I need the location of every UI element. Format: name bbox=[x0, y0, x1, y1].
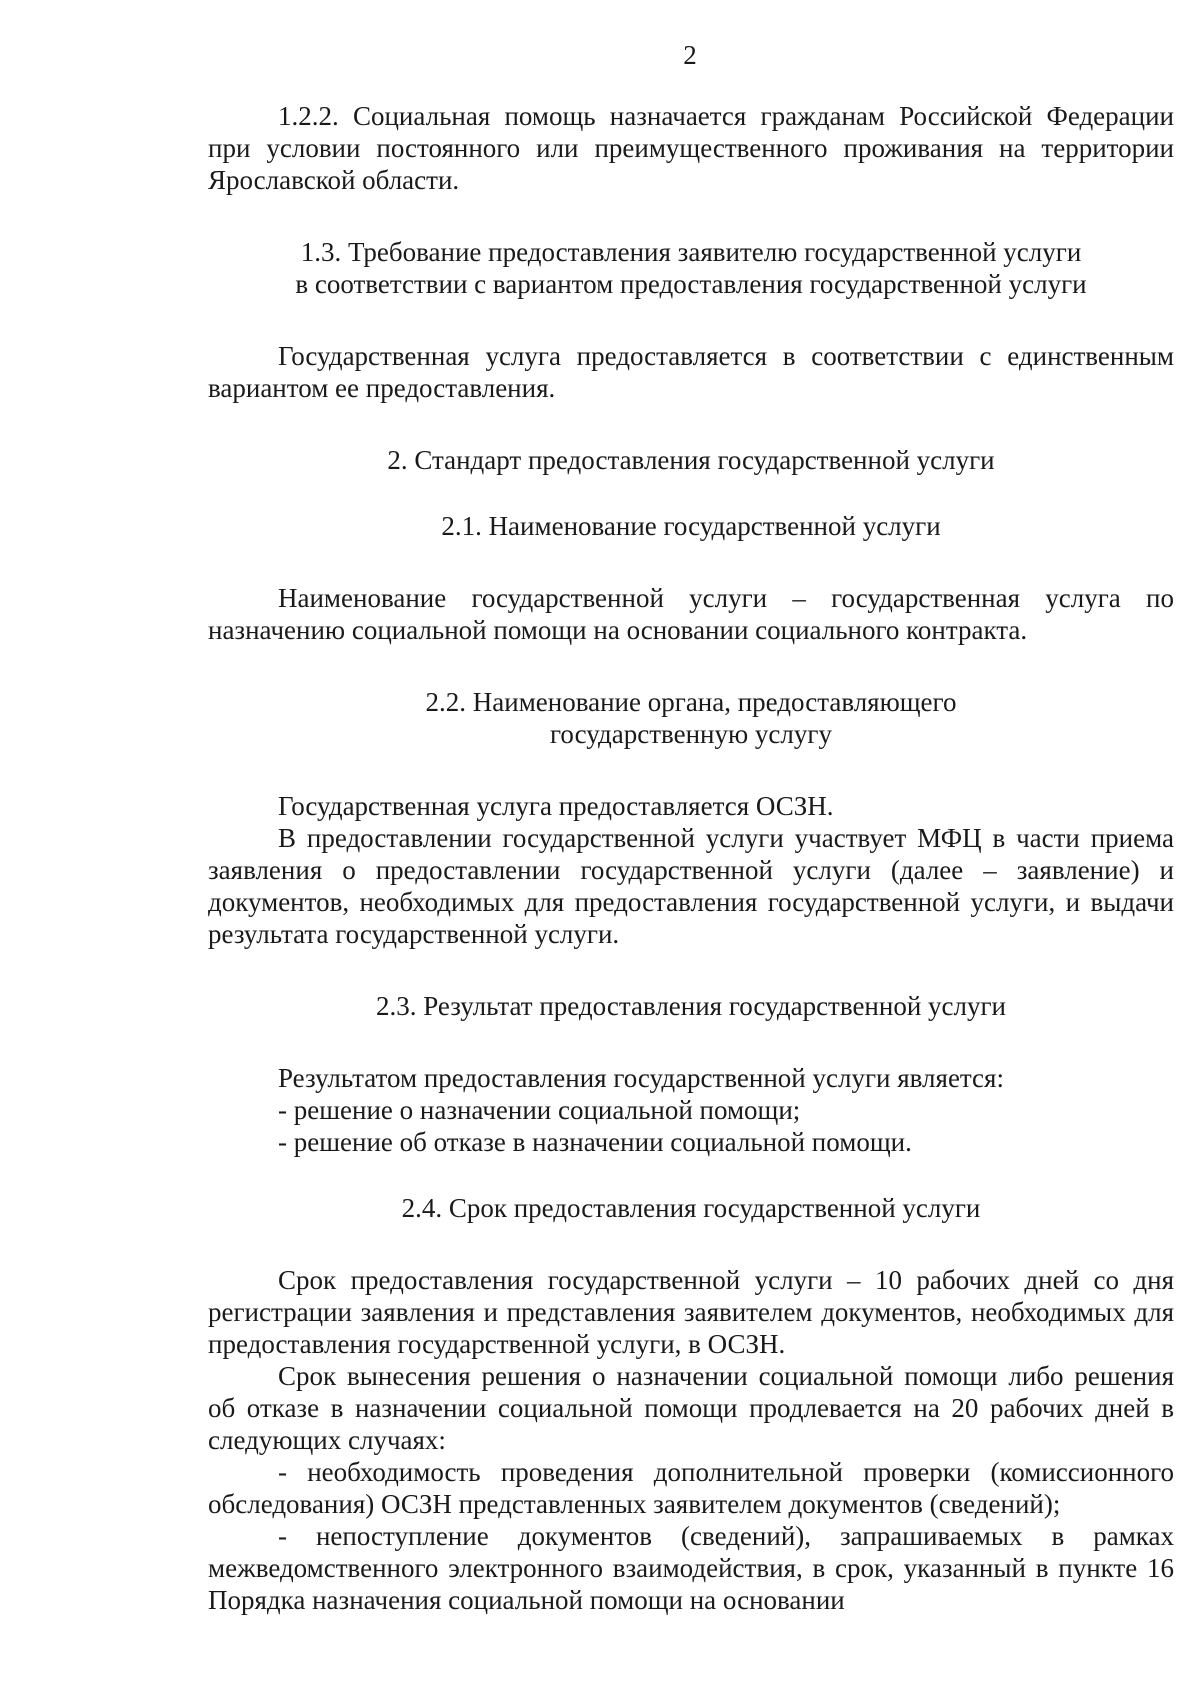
heading-1-3-line-1: 1.3. Требование предоставления заявителю государственной услуги bbox=[300, 237, 1082, 267]
paragraph-provider: Государственная услуга предоставляется ОСЗН. bbox=[278, 791, 834, 821]
paragraph-extension: Срок вынесения решения о назначении социальной помощи либо решения об отказе в назначении социальной помощи продлевается на 20 рабочих дней в следующих случаях: bbox=[208, 1361, 1174, 1455]
heading-section-2: 2. Стандарт предоставления государственной услуги bbox=[387, 445, 995, 475]
paragraph-term: Срок предоставления государственной услуги – 10 рабочих дней со дня регистрации заявления и представления заявителем документов, необходимых для предоставления государственной услуги, в ОСЗН. bbox=[208, 1265, 1174, 1359]
document-body bbox=[208, 100, 1174, 1616]
list-item-refusal: - решение об отказе в назначении социальной помощи. bbox=[278, 1127, 912, 1157]
paragraph-mfc: В предоставлении государственной услуги участвует МФЦ в части приема заявления о предоставлении государственной услуги (далее – заявление) и документов, необходимых для предоставления государственной услуги, и выдачи результата государственной услуги. bbox=[208, 823, 1174, 949]
paragraph-variant: Государственная услуга предоставляется в соответствии с единственным вариантом ее предоставления. bbox=[208, 341, 1174, 403]
list-item-approval: - решение о назначении социальной помощи; bbox=[278, 1095, 801, 1125]
paragraph-1-2-2: 1.2.2. Социальная помощь назначается гражданам Российской Федерации при условии постоянного или преимущественного проживания на территории Ярославской области. bbox=[208, 101, 1174, 195]
list-item-non-receipt: - непоступление документов (сведений), запрашиваемых в рамках межведомственного электронного взаимодействия, в срок, указанный в пункте 16 Порядка назначения социальной помощи на основании bbox=[208, 1521, 1174, 1615]
heading-2-1: 2.1. Наименование государственной услуги bbox=[441, 511, 941, 541]
paragraph-service-name: Наименование государственной услуги – государственная услуга по назначению социальной помощи на основании социального контракта. bbox=[208, 583, 1174, 645]
heading-2-2-line-1: 2.2. Наименование органа, предоставляющего bbox=[425, 687, 957, 717]
heading-1-3-line-2: в соответствии с вариантом предоставления государственной услуги bbox=[295, 269, 1087, 299]
paragraph-result: Результатом предоставления государственной услуги является: bbox=[278, 1063, 1004, 1093]
heading-2-2 bbox=[208, 686, 1174, 750]
list-item-additional-check: - необходимость проведения дополнительной проверки (комиссионного обследования) ОСЗН представленных заявителем документов (сведений); bbox=[208, 1457, 1174, 1519]
heading-2-3: 2.3. Результат предоставления государственной услуги bbox=[375, 991, 1007, 1021]
page-number: 2 bbox=[683, 40, 697, 70]
heading-1-3 bbox=[208, 236, 1174, 300]
heading-2-2-line-2: государственную услугу bbox=[550, 719, 832, 749]
heading-2-4: 2.4. Срок предоставления государственной услуги bbox=[401, 1193, 981, 1223]
